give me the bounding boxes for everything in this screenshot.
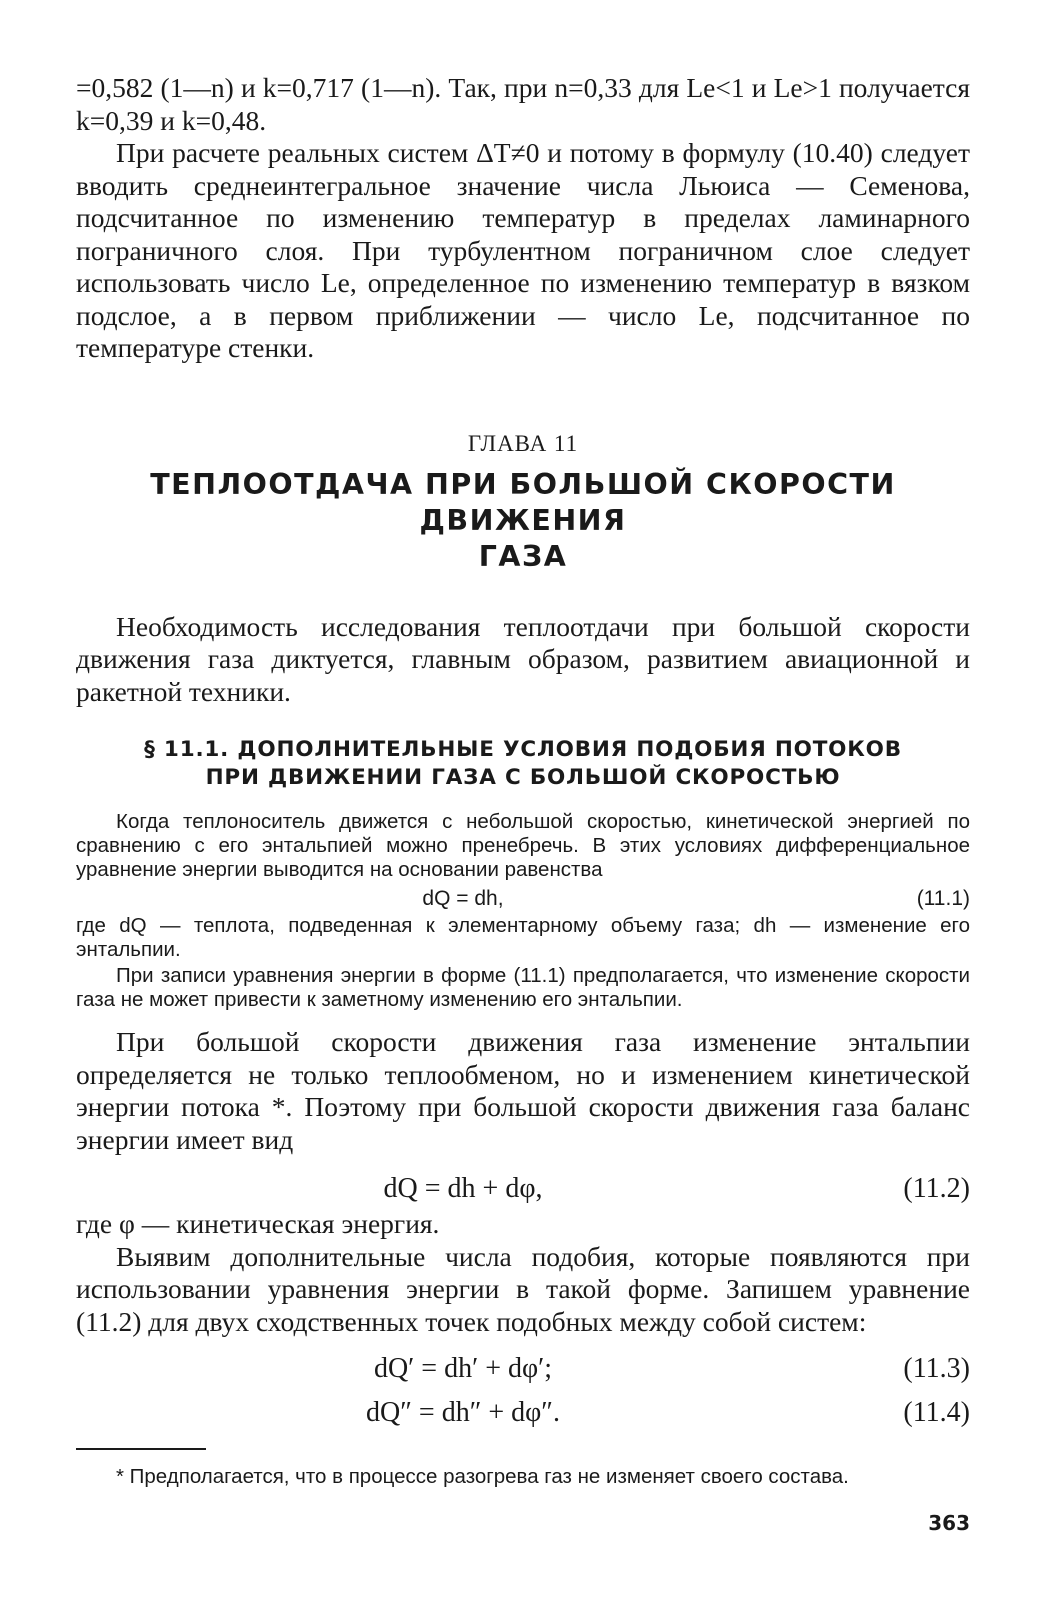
equation-11-1 [76,886,970,912]
paragraph-high-speed: При большой скорости движения газа изменение энтальпии определяется не только теплообменом, но и изменением кинетической энергии потока *. Поэтому при большой скорости движения газа баланс энергии имеет вид [76,1026,970,1155]
chapter-title-line-1: ТЕПЛООТДАЧА ПРИ БОЛЬШОЙ СКОРОСТИ ДВИЖЕНИЯ [150,467,896,537]
paragraph-small-where: где dQ — теплота, подведенная к элементарному объему газа; dh — изменение его энтальпии. [76,914,970,961]
page-number: 363 [928,1511,970,1535]
paragraph-small-assumption: При записи уравнения энергии в форме (11.1) предполагается, что изменение скорости газа не может привести к заметному изменению его энтальпии. [76,964,970,1011]
paragraph-continuation: =0,582 (1—n) и k=0,717 (1—n). Так, при n=0,33 для Le<1 и Le>1 получается k=0,39 и k=0,48. [76,72,970,136]
paragraph-intro: Необходимость исследования теплоотдачи при большой скорости движения газа диктуется, главным образом, развитием авиационной и ракетной техники. [76,610,970,707]
equation-11-2-number: (11.2) [903,1173,970,1204]
equation-11-4-formula: dQ″ = dh″ + dφ″. [366,1397,560,1428]
equation-11-3-formula: dQ′ = dh′ + dφ′; [373,1353,553,1384]
equation-11-4-number: (11.4) [903,1397,970,1428]
equation-11-2 [76,1172,970,1206]
footnote-divider [76,1448,206,1450]
section-title-line-2: ПРИ ДВИЖЕНИИ ГАЗА С БОЛЬШОЙ СКОРОСТЬЮ [205,765,841,790]
equation-11-4 [76,1396,970,1430]
equation-11-1-number: (11.1) [916,887,970,910]
chapter-label: ГЛАВА 11 [467,430,579,456]
equation-11-3 [76,1352,970,1386]
equation-11-1-formula: dQ = dh, [422,887,504,910]
section-title-line-1: § 11.1. ДОПОЛНИТЕЛЬНЫЕ УСЛОВИЯ ПОДОБИЯ ПОТОКОВ [144,737,902,762]
paragraph-kinetic-energy: где φ — кинетическая энергия. [76,1208,440,1239]
footnote: * Предполагается, что в процессе разогрева газ не изменяет своего состава. [116,1465,849,1488]
paragraph-small-energy: Когда теплоноситель движется с небольшой скоростью, кинетической энергией по сравнению с его энтальпией можно пренебречь. В этих условиях дифференциальное уравнение энергии выводится на основании равенства [76,810,970,881]
section-title [76,736,970,792]
chapter-title-line-2: ГАЗА [478,539,568,573]
equation-11-2-formula: dQ = dh + dφ, [383,1173,543,1204]
paragraph-lewis-number: При расчете реальных систем ΔT≠0 и потому в формулу (10.40) следует вводить среднеинтегральное значение числа Льюиса — Семенова, подсчитанное по изменению температур в пределах ламинарного пограничного слоя. При турбулентном пограничном слое следует использовать число Le, определенное по изменению температур в вязком подслое, а в первом приближении — число Le, подсчитанное по температуре стенки. [76,137,970,363]
paragraph-similarity: Выявим дополнительные числа подобия, которые появляются при использовании уравнения энергии в такой форме. Запишем уравнение (11.2) для двух сходственных точек подобных между собой систем: [76,1240,970,1337]
equation-11-3-number: (11.3) [903,1353,970,1384]
chapter-title [76,467,970,575]
